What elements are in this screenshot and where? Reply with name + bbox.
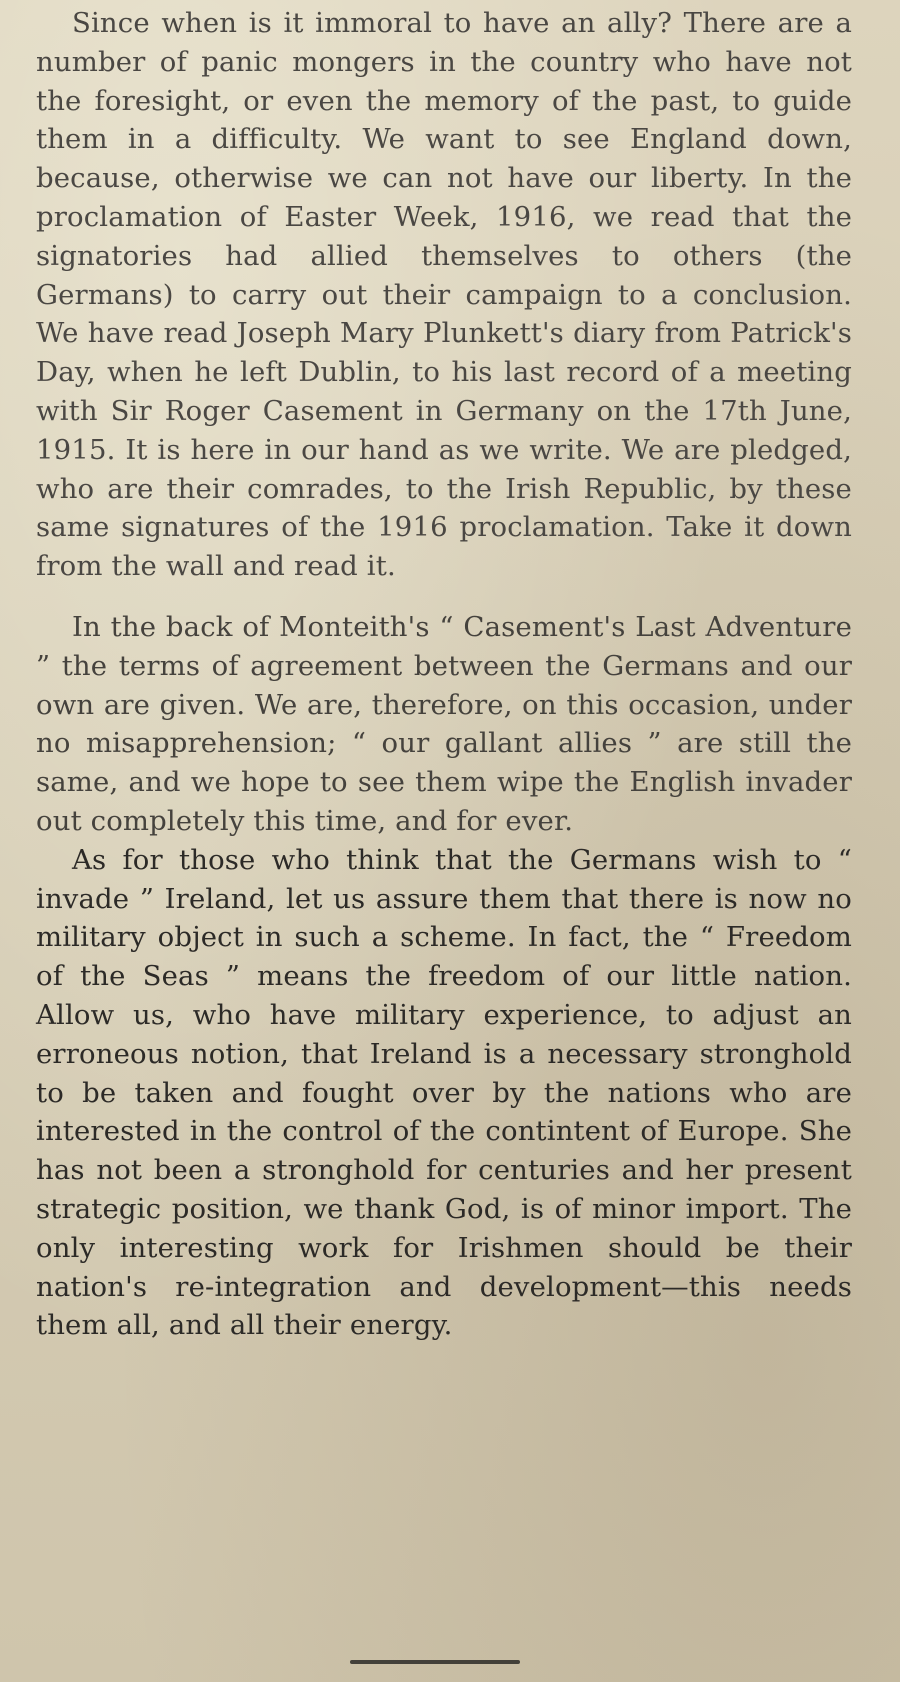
paragraph-ally: Since when is it immoral to have an ally? There are a number of panic mongers in the country who have not the foresight, or even the memory of the past, to guide them in a difficulty. We want to see England down, because, otherwise we can not have our liberty. In the proclamation of Easter Week, 1916, we read that the signatories had allied themselves to others (the Germans) to carry out their campaign to a conclusion. We have read Joseph Mary Plunkett's diary from Patrick's Day, when he left Dublin, to his last record of a meeting with Sir Roger Casement in Germany on the 17th June, 1915. It is here in our hand as we write. We are pledged, who are their comrades, to the Irish Republic, by these same signatures of the 1916 proclamation. Take it down from the wall and read it. bbox=[36, 7, 852, 583]
section-end-rule bbox=[350, 1660, 520, 1664]
paragraph-invasion: As for those who think that the Germans wish to “ invade ” Ireland, let us assure them that there is now no military object in such a scheme. In fact, the “ Freedom of the Seas ” means the freedom of our little nation. Allow us, who have military experience, to adjust an erroneous notion, that Ireland is a necessary stronghold to be taken and fought over by the nations who are interested in the control of the contintent of Europe. She has not been a stronghold for centuries and her present strategic position, we thank God, is of minor import. The only interesting work for Irishmen should be their nation's re-integration and development—this needs them all, and all their energy. bbox=[36, 843, 852, 1342]
paragraph-agreement: In the back of Monteith's “ Casement's Last Adventure ” the terms of agreement between the Germans and our own are given. We are, therefore, on this occasion, under no misapprehension; “ our gallant allies ” are still the same, and we hope to see them wipe the English invader out completely this time, and for ever. bbox=[36, 610, 852, 837]
article-column bbox=[36, 4, 852, 1345]
